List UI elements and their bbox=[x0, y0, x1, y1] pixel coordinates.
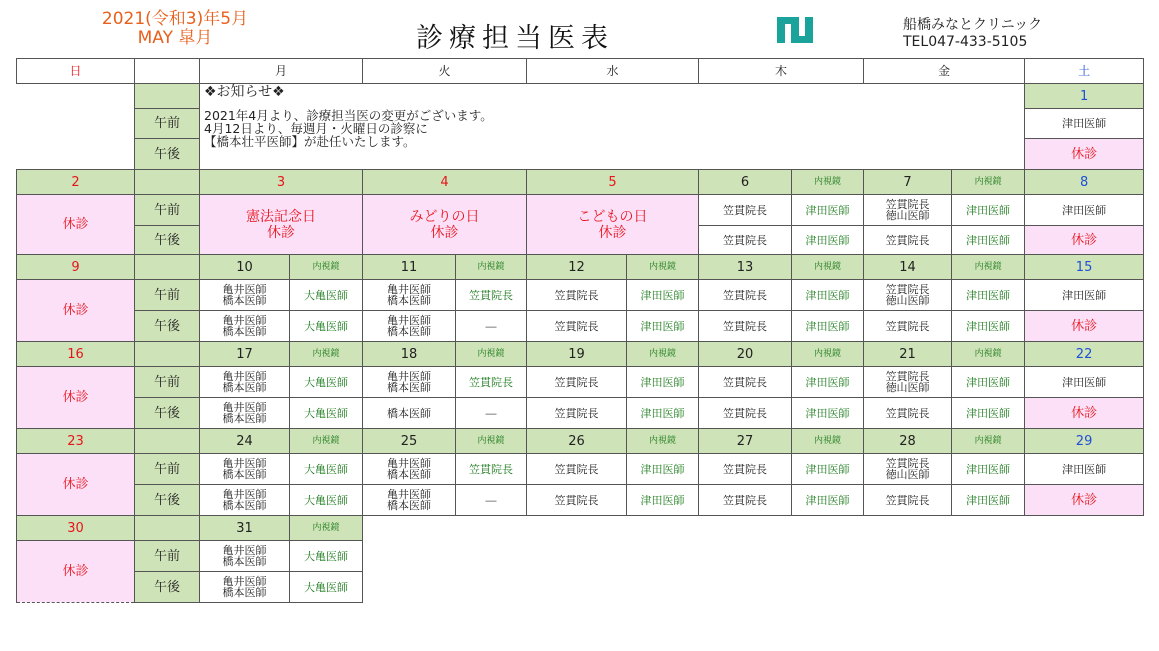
doctor-cell: 津田医師 bbox=[627, 280, 699, 311]
weekday-tue: 火 bbox=[363, 59, 527, 84]
endoscopy-label: 内視鏡 bbox=[627, 255, 699, 280]
doctor-name: 徳山医師 bbox=[885, 468, 930, 481]
date-label-spacer bbox=[135, 255, 200, 280]
endoscopy-label: 内視鏡 bbox=[290, 429, 363, 454]
doctor-name: 橋本医師 bbox=[387, 325, 432, 338]
am-row bbox=[17, 367, 1144, 398]
no-doctor-cell: ― bbox=[456, 398, 527, 429]
doctor-name: 亀井医師 bbox=[387, 488, 432, 501]
date-cell: 28 bbox=[864, 429, 952, 454]
date-cell: 13 bbox=[699, 255, 792, 280]
date-cell: 4 bbox=[363, 170, 527, 195]
closed-cell: 休診 bbox=[1025, 485, 1144, 516]
doctor-name: 亀井医師 bbox=[222, 283, 267, 296]
doctor-cell bbox=[363, 367, 456, 398]
doctor-cell: 笠貫院長 bbox=[864, 485, 952, 516]
doctor-cell: 津田医師 bbox=[952, 367, 1025, 398]
doctor-cell: 笠貫院長 bbox=[699, 485, 792, 516]
schedule-table bbox=[16, 58, 1144, 603]
date-cell: 25 bbox=[363, 429, 456, 454]
doctor-cell: 津田医師 bbox=[792, 195, 864, 226]
date-cell: 3 bbox=[200, 170, 363, 195]
doctor-cell: 笠貫院長 bbox=[699, 280, 792, 311]
doctor-name: 笠貫院長 bbox=[885, 370, 930, 383]
doctor-name: 亀井医師 bbox=[387, 370, 432, 383]
am-label: 午前 bbox=[135, 541, 200, 572]
pm-row bbox=[17, 311, 1144, 342]
notice-title: ❖お知らせ❖ bbox=[204, 84, 285, 100]
endoscopy-label: 内視鏡 bbox=[456, 255, 527, 280]
doctor-cell: 津田医師 bbox=[952, 311, 1025, 342]
doctor-cell: 笠貫院長 bbox=[456, 367, 527, 398]
holiday-name: こどもの日 bbox=[577, 208, 648, 225]
date-cell: 2 bbox=[17, 170, 135, 195]
doctor-cell: 大亀医師 bbox=[290, 541, 363, 572]
date-cell: 30 bbox=[17, 516, 135, 541]
doctor-cell: 津田医師 bbox=[792, 367, 864, 398]
doctor-cell: 笠貫院長 bbox=[527, 485, 627, 516]
doctor-cell: 大亀医師 bbox=[290, 398, 363, 429]
doctor-name: 亀井医師 bbox=[387, 283, 432, 296]
endoscopy-label: 内視鏡 bbox=[290, 255, 363, 280]
pm-label: 午後 bbox=[135, 398, 200, 429]
doctor-cell: 笠貫院長 bbox=[527, 454, 627, 485]
date-cell: 11 bbox=[363, 255, 456, 280]
doctor-cell bbox=[200, 311, 290, 342]
weekday-header-row bbox=[17, 59, 1144, 84]
date-label-spacer bbox=[135, 84, 200, 109]
pm-label: 午後 bbox=[135, 226, 200, 255]
doctor-cell: 笠貫院長 bbox=[699, 226, 792, 255]
holiday-name: みどりの日 bbox=[409, 208, 480, 225]
closed-cell: 休診 bbox=[17, 541, 135, 603]
closed-cell: 休診 bbox=[17, 280, 135, 342]
endoscopy-label: 内視鏡 bbox=[290, 516, 363, 541]
clinic-phone: TEL047-433-5105 bbox=[903, 34, 1028, 50]
endoscopy-label: 内視鏡 bbox=[627, 342, 699, 367]
doctor-name: 徳山医師 bbox=[885, 381, 930, 394]
doctor-cell bbox=[200, 367, 290, 398]
date-cell: 29 bbox=[1025, 429, 1144, 454]
doctor-cell: 津田医師 bbox=[952, 485, 1025, 516]
date-label-spacer bbox=[135, 516, 200, 541]
am-row bbox=[17, 280, 1144, 311]
doctor-cell: 笠貫院長 bbox=[864, 311, 952, 342]
doctor-cell: 津田医師 bbox=[1025, 280, 1144, 311]
date-cell: 22 bbox=[1025, 342, 1144, 367]
doctor-name: 笠貫院長 bbox=[885, 198, 930, 211]
closed-cell: 休診 bbox=[17, 454, 135, 516]
am-label: 午前 bbox=[135, 454, 200, 485]
date-cell: 18 bbox=[363, 342, 456, 367]
date-cell: 17 bbox=[200, 342, 290, 367]
holiday-closed: 休診 bbox=[598, 224, 627, 241]
holiday-cell bbox=[527, 195, 699, 255]
doctor-name: 亀井医師 bbox=[222, 544, 267, 557]
weekday-thu: 木 bbox=[699, 59, 864, 84]
holiday-cell bbox=[200, 195, 363, 255]
doctor-cell: 津田医師 bbox=[792, 280, 864, 311]
date-row bbox=[17, 84, 1144, 109]
date-label-spacer bbox=[135, 170, 200, 195]
doctor-cell bbox=[200, 485, 290, 516]
endoscopy-label: 内視鏡 bbox=[456, 429, 527, 454]
doctor-cell: 大亀医師 bbox=[290, 311, 363, 342]
doctor-cell: 笠貫院長 bbox=[699, 311, 792, 342]
endoscopy-label: 内視鏡 bbox=[952, 342, 1025, 367]
doctor-cell bbox=[864, 454, 952, 485]
holiday-cell bbox=[363, 195, 527, 255]
doctor-name: 亀井医師 bbox=[387, 457, 432, 470]
doctor-name: 橋本医師 bbox=[387, 499, 432, 512]
endoscopy-label: 内視鏡 bbox=[627, 429, 699, 454]
doctor-name: 亀井医師 bbox=[222, 314, 267, 327]
holiday-closed: 休診 bbox=[430, 224, 459, 241]
doctor-cell: 津田医師 bbox=[1025, 109, 1144, 139]
date-label-spacer bbox=[135, 429, 200, 454]
doctor-name: 橋本医師 bbox=[222, 499, 267, 512]
endoscopy-label: 内視鏡 bbox=[792, 429, 864, 454]
doctor-name: 徳山医師 bbox=[885, 209, 930, 222]
closed-cell: 休診 bbox=[1025, 139, 1144, 170]
date-row bbox=[17, 429, 1144, 454]
weekday-sat: 土 bbox=[1025, 59, 1144, 84]
date-cell: 24 bbox=[200, 429, 290, 454]
doctor-name: 橋本医師 bbox=[387, 468, 432, 481]
notice-line: 4月12日より、毎週月・火曜日の診察に bbox=[204, 121, 428, 136]
doctor-cell: 大亀医師 bbox=[290, 280, 363, 311]
date-row bbox=[17, 516, 1144, 541]
holiday-closed: 休診 bbox=[267, 224, 295, 241]
doctor-name: 橋本医師 bbox=[387, 294, 432, 307]
date-cell: 6 bbox=[699, 170, 792, 195]
closed-cell: 休診 bbox=[17, 367, 135, 429]
doctor-cell: 笠貫院長 bbox=[864, 226, 952, 255]
date-cell: 10 bbox=[200, 255, 290, 280]
doctor-cell: 津田医師 bbox=[792, 398, 864, 429]
date-cell: 21 bbox=[864, 342, 952, 367]
pm-label: 午後 bbox=[135, 485, 200, 516]
doctor-name: 亀井医師 bbox=[222, 488, 267, 501]
doctor-cell: 笠貫院長 bbox=[699, 454, 792, 485]
pm-row bbox=[17, 485, 1144, 516]
am-label: 午前 bbox=[135, 280, 200, 311]
date-cell: 5 bbox=[527, 170, 699, 195]
doctor-cell: 大亀医師 bbox=[290, 367, 363, 398]
pm-label: 午後 bbox=[135, 311, 200, 342]
closed-cell: 休診 bbox=[1025, 398, 1144, 429]
empty-area bbox=[363, 516, 1144, 603]
doctor-cell bbox=[200, 541, 290, 572]
endoscopy-label: 内視鏡 bbox=[290, 342, 363, 367]
doctor-cell: 大亀医師 bbox=[290, 485, 363, 516]
doctor-cell: 津田医師 bbox=[952, 398, 1025, 429]
am-label: 午前 bbox=[135, 109, 200, 139]
closed-cell: 休診 bbox=[1025, 226, 1144, 255]
doctor-name: 亀井医師 bbox=[387, 314, 432, 327]
doctor-cell bbox=[864, 195, 952, 226]
doctor-name: 亀井医師 bbox=[222, 370, 267, 383]
doctor-cell bbox=[864, 367, 952, 398]
empty-cell bbox=[17, 84, 135, 170]
doctor-cell: 津田医師 bbox=[1025, 454, 1144, 485]
doctor-cell bbox=[363, 454, 456, 485]
closed-cell: 休診 bbox=[17, 195, 135, 255]
am-label: 午前 bbox=[135, 367, 200, 398]
clinic-logo-icon bbox=[774, 15, 818, 53]
doctor-cell: 津田医師 bbox=[952, 280, 1025, 311]
weekday-fri: 金 bbox=[864, 59, 1025, 84]
doctor-cell: 笠貫院長 bbox=[527, 398, 627, 429]
doctor-name: 橋本医師 bbox=[222, 381, 267, 394]
no-doctor-cell: ― bbox=[456, 485, 527, 516]
doctor-cell: 津田医師 bbox=[792, 226, 864, 255]
date-cell: 12 bbox=[527, 255, 627, 280]
pm-label: 午後 bbox=[135, 572, 200, 603]
notice-box bbox=[200, 84, 1025, 170]
doctor-cell: 津田医師 bbox=[952, 195, 1025, 226]
notice-line: 2021年4月より、診療担当医の変更がございます。 bbox=[204, 108, 493, 123]
date-cell: 23 bbox=[17, 429, 135, 454]
date-cell: 8 bbox=[1025, 170, 1144, 195]
doctor-cell: 笠貫院長 bbox=[699, 398, 792, 429]
date-cell: 16 bbox=[17, 342, 135, 367]
endoscopy-label: 内視鏡 bbox=[792, 342, 864, 367]
doctor-cell bbox=[864, 280, 952, 311]
clinic-name: 船橋みなとクリニック bbox=[903, 17, 1043, 33]
doctor-cell: 笠貫院長 bbox=[527, 367, 627, 398]
doctor-name: 橋本医師 bbox=[222, 412, 267, 425]
doctor-cell: 笠貫院長 bbox=[699, 367, 792, 398]
doctor-cell: 大亀医師 bbox=[290, 572, 363, 603]
date-row bbox=[17, 255, 1144, 280]
doctor-cell bbox=[200, 280, 290, 311]
doctor-cell: 大亀医師 bbox=[290, 454, 363, 485]
doctor-cell: 笠貫院長 bbox=[456, 280, 527, 311]
doctor-name: 橋本医師 bbox=[222, 586, 267, 599]
endoscopy-label: 内視鏡 bbox=[952, 170, 1025, 195]
weekday-mon: 月 bbox=[200, 59, 363, 84]
date-cell: 27 bbox=[699, 429, 792, 454]
endoscopy-label: 内視鏡 bbox=[792, 255, 864, 280]
doctor-cell: 津田医師 bbox=[1025, 367, 1144, 398]
am-row bbox=[17, 195, 1144, 226]
doctor-cell bbox=[363, 485, 456, 516]
date-cell: 7 bbox=[864, 170, 952, 195]
doctor-name: 亀井医師 bbox=[222, 575, 267, 588]
weekday-wed: 水 bbox=[527, 59, 699, 84]
date-label-spacer bbox=[135, 342, 200, 367]
doctor-cell: 津田医師 bbox=[792, 485, 864, 516]
doctor-cell: 津田医師 bbox=[1025, 195, 1144, 226]
date-cell: 20 bbox=[699, 342, 792, 367]
date-cell: 14 bbox=[864, 255, 952, 280]
doctor-cell: 津田医師 bbox=[627, 367, 699, 398]
date-cell: 1 bbox=[1025, 84, 1144, 109]
doctor-name: 亀井医師 bbox=[222, 401, 267, 414]
closed-cell: 休診 bbox=[1025, 311, 1144, 342]
doctor-cell bbox=[363, 280, 456, 311]
doctor-cell: 津田医師 bbox=[952, 226, 1025, 255]
no-doctor-cell: ― bbox=[456, 311, 527, 342]
doctor-cell: 津田医師 bbox=[952, 454, 1025, 485]
doctor-cell: 笠貫院長 bbox=[527, 311, 627, 342]
doctor-cell: 津田医師 bbox=[627, 311, 699, 342]
doctor-name: 徳山医師 bbox=[885, 294, 930, 307]
doctor-name: 橋本医師 bbox=[222, 294, 267, 307]
year-month: 2021(令和3)年5月 bbox=[101, 9, 249, 29]
doctor-cell: 橋本医師 bbox=[363, 398, 456, 429]
date-cell: 31 bbox=[200, 516, 290, 541]
doctor-name: 橋本医師 bbox=[222, 468, 267, 481]
endoscopy-label: 内視鏡 bbox=[952, 255, 1025, 280]
doctor-cell: 津田医師 bbox=[792, 454, 864, 485]
doctor-name: 亀井医師 bbox=[222, 457, 267, 470]
doctor-cell bbox=[363, 311, 456, 342]
endoscopy-label: 内視鏡 bbox=[456, 342, 527, 367]
weekday-sun: 日 bbox=[17, 59, 135, 84]
doctor-cell bbox=[200, 454, 290, 485]
date-cell: 19 bbox=[527, 342, 627, 367]
endoscopy-label: 内視鏡 bbox=[792, 170, 864, 195]
date-row bbox=[17, 170, 1144, 195]
date-cell: 26 bbox=[527, 429, 627, 454]
doctor-cell: 津田医師 bbox=[627, 454, 699, 485]
doctor-cell: 津田医師 bbox=[627, 398, 699, 429]
doctor-cell bbox=[200, 398, 290, 429]
doctor-name: 橋本医師 bbox=[222, 325, 267, 338]
notice-line: 【橋本壮平医師】が赴任いたします。 bbox=[204, 134, 416, 149]
endoscopy-label: 内視鏡 bbox=[952, 429, 1025, 454]
doctor-name: 笠貫院長 bbox=[885, 457, 930, 470]
holiday-name: 憲法記念日 bbox=[246, 208, 316, 225]
doctor-name: 橋本医師 bbox=[387, 381, 432, 394]
month-en: MAY 皐月 bbox=[137, 28, 213, 48]
pm-label: 午後 bbox=[135, 139, 200, 170]
weekday-spacer bbox=[135, 59, 200, 84]
doctor-cell bbox=[200, 572, 290, 603]
doctor-cell: 笠貫院長 bbox=[864, 398, 952, 429]
doctor-cell: 笠貫院長 bbox=[527, 280, 627, 311]
page-title: 診療担当医表 bbox=[416, 23, 614, 54]
am-label: 午前 bbox=[135, 195, 200, 226]
doctor-cell: 津田医師 bbox=[792, 311, 864, 342]
date-cell: 9 bbox=[17, 255, 135, 280]
doctor-cell: 津田医師 bbox=[627, 485, 699, 516]
date-row bbox=[17, 342, 1144, 367]
date-cell: 15 bbox=[1025, 255, 1144, 280]
doctor-cell: 笠貫院長 bbox=[456, 454, 527, 485]
doctor-name: 笠貫院長 bbox=[885, 283, 930, 296]
am-row bbox=[17, 454, 1144, 485]
pm-row bbox=[17, 398, 1144, 429]
doctor-name: 橋本医師 bbox=[222, 555, 267, 568]
doctor-cell: 笠貫院長 bbox=[699, 195, 792, 226]
